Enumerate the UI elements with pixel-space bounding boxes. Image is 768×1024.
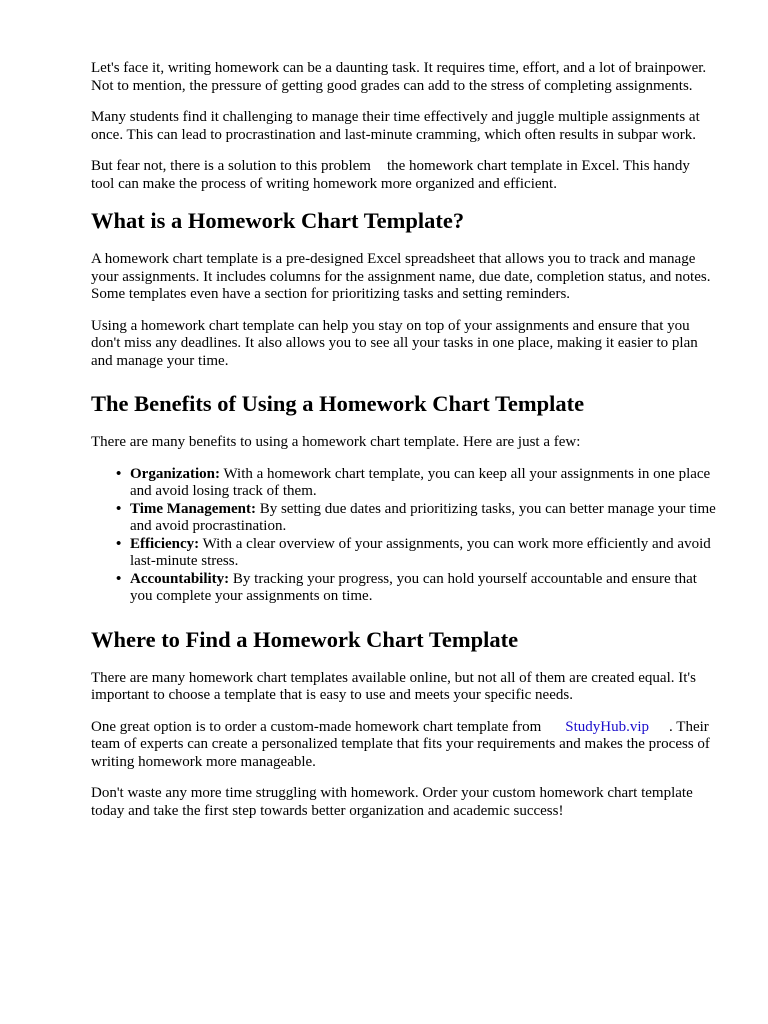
intro-paragraph-1: Let's face it, writing homework can be a daunting task. It requires time, effort, and a lot of brainpower. Not to mention, the pressure of getting good grades can add to the stress of completing assignments. — [91, 60, 707, 94]
intro-paragraph-3 — [91, 158, 716, 193]
bullet-icon: • — [116, 465, 122, 482]
section-heading-benefits: The Benefits of Using a Homework Chart Template — [91, 391, 585, 416]
section-heading-what-is: What is a Homework Chart Template? — [91, 208, 465, 233]
section3-paragraph-2-part-1: One great option is to order a custom-made homework chart template from — [91, 718, 542, 735]
list-item — [91, 536, 716, 571]
benefit-term: Time Management: — [130, 500, 256, 517]
benefit-text: With a clear overview of your assignments, you can work more efficiently and avoid last-minute stress. — [130, 535, 711, 569]
bullet-icon: • — [116, 500, 122, 517]
section1-paragraph-2: Using a homework chart template can help you stay on top of your assignments and ensure that you don't miss any deadlines. It also allows you to see all your tasks in one place, making it easier to plan and manage your time. — [91, 317, 698, 369]
list-item — [91, 501, 716, 536]
intro-paragraph-3-part-2: the homework chart template in Excel. This handy tool can make the process of writing homework more organized and efficient. — [91, 158, 690, 192]
benefit-text: With a homework chart template, you can keep all your assignments in one place and avoid losing track of them. — [130, 465, 711, 499]
section2-intro: There are many benefits to using a homework chart template. Here are just a few: — [91, 434, 581, 450]
section-heading-where-to-find: Where to Find a Homework Chart Template — [91, 626, 519, 652]
benefit-text: By tracking your progress, you can hold yourself accountable and ensure that you complete your assignments on time. — [130, 570, 697, 604]
benefit-term: Accountability: — [130, 570, 230, 587]
bullet-icon: • — [116, 535, 122, 552]
studyhub-link[interactable]: StudyHub.vip — [565, 718, 650, 735]
benefit-text: By setting due dates and prioritizing tasks, you can better manage your time and avoid procrastination. — [130, 500, 716, 534]
benefit-term: Efficiency: — [130, 535, 200, 552]
intro-paragraph-3-part-1: But fear not, there is a solution to this problem — [91, 158, 371, 174]
list-item — [91, 466, 716, 501]
intro-paragraph-2: Many students find it challenging to manage their time effectively and juggle multiple assignments at once. This can lead to procrastination and last-minute cramming, which often results in subpar work. — [91, 109, 700, 143]
section3-paragraph-1: There are many homework chart templates available online, but not all of them are created equal. It's important to choose a template that is easy to use and meets your specific needs. — [91, 669, 696, 703]
bullet-icon: • — [116, 570, 122, 587]
benefits-list — [91, 466, 716, 606]
benefit-term: Organization: — [130, 465, 220, 482]
section1-paragraph-1: A homework chart template is a pre-designed Excel spreadsheet that allows you to track and manage your assignments. It includes columns for the assignment name, due date, completion status, and notes. Some templates even have a section for prioritizing tasks and setting reminders. — [91, 251, 711, 302]
section3-paragraph-3: Don't waste any more time struggling with homework. Order your custom homework chart template today and take the first step towards better organization and academic success! — [91, 785, 693, 819]
list-item — [91, 571, 716, 606]
section3-paragraph-2 — [91, 719, 716, 772]
section3-paragraph-2-part-2: . Their team of experts can create a personalized template that fits your requirements and makes the process of writing homework more manageable. — [91, 718, 710, 770]
